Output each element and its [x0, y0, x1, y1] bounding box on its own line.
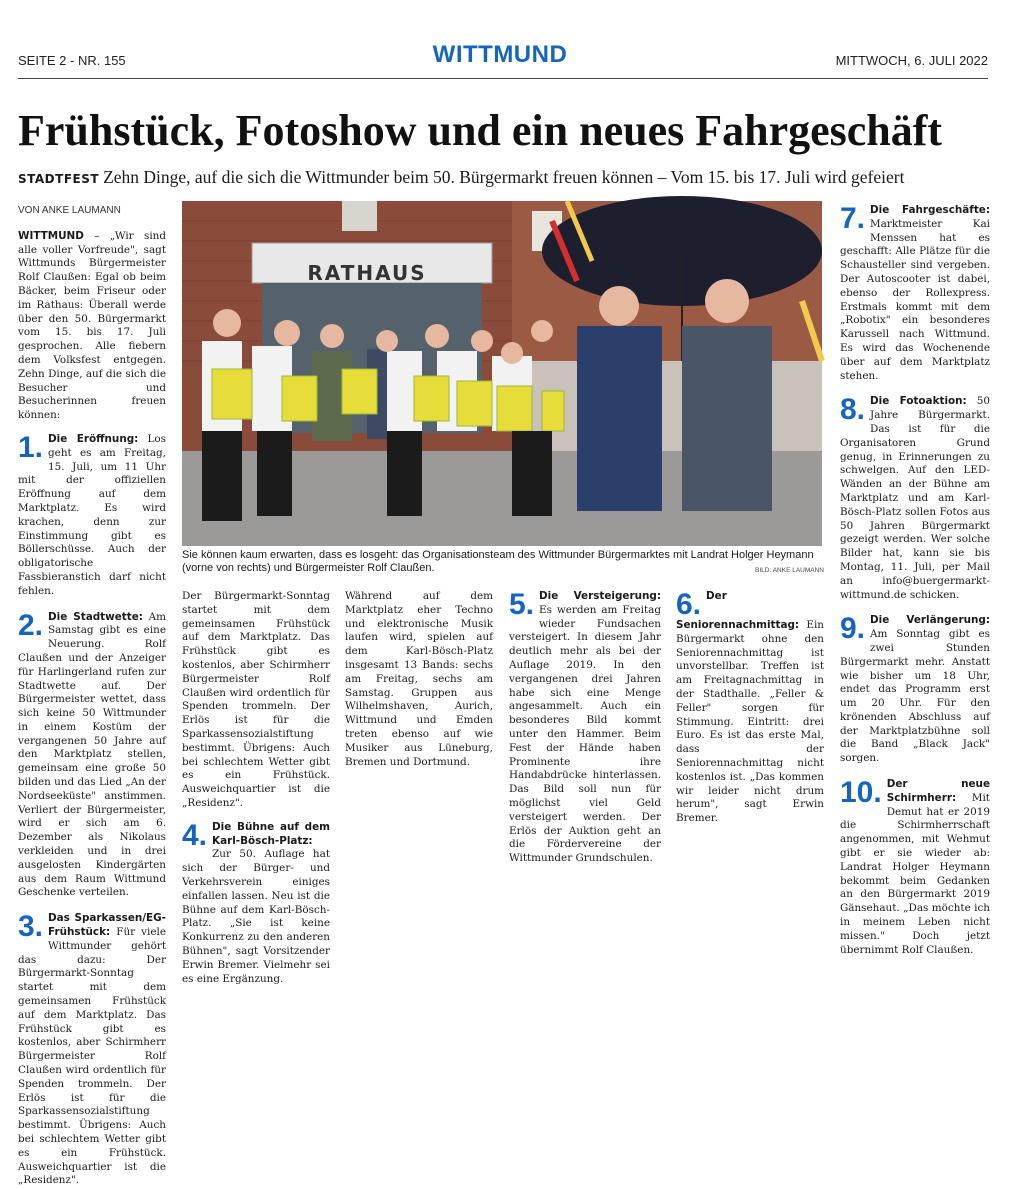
- subheadline: [18, 166, 998, 190]
- column-4: [509, 588, 661, 865]
- column-1: [18, 204, 166, 1187]
- item-4: 4. Die Bühne auf dem Karl-Bösch-Platz: Zur 50. Auflage hat sich der Bürger- und Verkehrsverein einiges einfallen lassen. Neu ist die Bühne auf dem Karl-Bösch-Platz. „Sie ist keine Konkurrenz zu den anderen Bühnen", sagt Vorsitzender Erwin Bremer. Vielmehr sei es eine Ergänzung.: [182, 818, 330, 985]
- masthead-rule: [18, 78, 988, 79]
- headline: Frühstück, Fotoshow und ein neues Fahrgeschäft: [18, 106, 943, 155]
- item-1: 1. Die Eröffnung: Los geht es am Freitag, 15. Juli, um 11 Uhr mit der offiziellen Eröffnung auf dem Marktplatz. Es wird krachen, denn zur Einstimmung gibt es Böllerschüsse. Auch der obligatorische Fassbieranstich darf nicht fehlen.: [18, 430, 166, 597]
- intro-paragraph: WITTMUND – „Wir sind alle voller Vorfreude", sagt Wittmunds Bürgermeister Rolf Claußen: Egal ob beim Bäcker, beim Friseur oder im Rathaus: Überall werde über den 50. Bürgermarkt vom 15. bis 17. Juli gesprochen. Alle fiebern dem Volksfest entgegen. Zehn Dinge, auf die sich die Besucher und Besucherinnen freuen können:: [18, 229, 166, 422]
- item-10: 10. Der neue Schirmherr: Mit Demut hat er 2019 die Schirmherrschaft angenommen, mit Wehmut gibt er sie wieder ab: Landrat Holger Heymann bekommt beim Gedanken an den Bürgermarkt 2019 Gänsehaut. „Das möchte ich in meinem Leben nicht missen." Doch jetzt übernimmt Rolf Claußen.: [840, 776, 990, 956]
- issue-number: SEITE 2 - NR. 155: [18, 53, 126, 68]
- item-2: 2. Die Stadtwette: Am Samstag gibt es eine Neuerung. Rolf Claußen und der Anzeiger für Harlingerland rufen zur Stadtwette auf. Der Bürgermeister wettet, dass sich keine 50 Wittmunder in einem Kostüm der vergangenen 50 Jahre auf den Marktplatz stellen, gemeinsam eine große 50 bilden und das Lied „An der Nordseeküste" anstimmen. Verliert der Bürgermeister, wird er sich am 6. Dezember als Nikolaus verkleiden und in drei ausgelosten Kindergärten aus dem Raum Wittmund Geschenke verteilen.: [18, 608, 166, 899]
- kicker-tag: STADTFEST: [18, 172, 100, 186]
- column-2: [182, 590, 330, 985]
- issue-date: MITTWOCH, 6. JULI 2022: [835, 53, 988, 68]
- column-5: [676, 588, 824, 825]
- item-4-continued: Während auf dem Marktplatz eher Techno und elektronische Musik laufen wird, spielen auf dem Karl-Bösch-Platz insgesamt 13 Bands: sechs am Freitag, sechs am Samstag. Gruppen aus Wilhelmshaven, Aurich, Wittmund und Emden treten ebenso auf wie Musiker aus Lüneburg, Bremen und Dortmund.: [345, 590, 493, 768]
- item-5: 5. Die Versteigerung: Es werden am Freitag wieder Fundsachen versteigert. In diesem Jahr deutlich mehr als bei der Auflage 2019. In den vergangenen drei Jahren habe sich eine Menge angesammelt. Auch ein besonderes Bild kommt unter den Hammer. Beim Fest der Hände haben Prominente ihre Handabdrücke hinterlassen. Das Bild soll nun für möglichst viel Geld versteigert werden. Der Erlös der Auktion geht an die Fördervereine der Wittmunder Grundschulen.: [509, 588, 661, 865]
- item-9: 9. Die Verlängerung: Am Sonntag gibt es zwei Stunden Bürgermarkt mehr. Anstatt wie bisher um 18 Uhr, endet das Programm erst um 20 Uhr. Für den krönenden Abschluss auf der Marktplatzbühne soll die Band „Black Jack" sorgen.: [840, 612, 990, 765]
- rathaus-sign: RATHAUS: [307, 261, 427, 285]
- byline: VON ANKE LAUMANN: [18, 205, 121, 216]
- item-8: 8. Die Fotoaktion: 50 Jahre Bürgermarkt. Das ist für die Organisatoren Grund genug, in Erinnerungen zu schwelgen. Auf den LED-Wänden an der Bühne am Marktplatz und am Karl-Bösch-Platz sollen Fotos aus 50 Jahren Bürgermarkt gezeigt werden. Wer solche Bilder hat, kann sie bis Montag, 11. Juli, per Mail an info@buergermarkt-wittmund.de schicken.: [840, 393, 990, 601]
- photo-illustration: [182, 201, 822, 546]
- subheadline-text: Zehn Dinge, auf die sich die Wittmunder beim 50. Bürgermarkt freuen können – Vom 15. bis 17. Juli wird gefeiert: [103, 167, 905, 187]
- photo-credit: BILD: ANKE LAUMANN: [755, 567, 824, 574]
- dateline: WITTMUND: [18, 229, 84, 242]
- section-title: WITTMUND: [432, 41, 568, 68]
- photo-caption: Sie können kaum erwarten, dass es losgeht: das Organisationsteam des Wittmunder Bürgermarktes mit Landrat Holger Heymann (vorne von rechts) und Bürgermeister Rolf Claußen.: [182, 549, 814, 574]
- column-6: [840, 202, 990, 956]
- item-6: 6. Der Seniorennachmittag: Ein Bürgermarkt ohne den Seniorennachmittag ist unvorstellbar. Treffen ist am Freitagnachmittag in der Stadthalle. „Feller & Feller" sorgen für Stimmung. Eintritt: drei Euro. Es ist das erste Mal, dass der Seniorennachmittag nicht kostenlos ist. „Das kommen wir leider nicht drum herum", sagt Erwin Bremer.: [676, 588, 824, 825]
- column-3: [345, 590, 493, 815]
- item-7: 7. Die Fahrgeschäfte: Marktmeister Kai Menssen hat es geschafft: Alle Plätze für die Schausteller sind vergeben. Der Autoscooter ist dabei, ebenso der Rollexpress. Erstmals kommt mit dem „Robotix" ein besonderes Karussell nach Wittmund. Es wird das Wochenende über auf dem Marktplatz stehen.: [840, 202, 990, 382]
- item-3-continued: Der Bürgermarkt-Sonntag startet mit dem gemeinsamen Frühstück auf dem Marktplatz. Das Frühstück gibt es kostenlos, aber Schirmherr Bürgermeister Rolf Claußen wird ordentlich für Spenden trommeln. Der Erlös ist für die Sparkassensozialstiftung bestimmt. Übrigens: Auch bei schlechtem Wetter gibt es ein Frühstück. Ausweichquartier ist die „Residenz".: [182, 590, 330, 809]
- item-3: 3. Das Sparkassen/EG-Frühstück: Für viele Wittmunder gehört das dazu: Der Bürgermarkt-Sonntag startet mit dem gemeinsamen Frühstück auf dem Marktplatz. Das Frühstück gibt es kostenlos, aber Schirmherr Bürgermeister Rolf Claußen wird ordentlich für Spenden trommeln. Der Erlös ist für die Sparkassensozialstiftung bestimmt. Übrigens: Auch bei schlechtem Wetter gibt es ein Frühstück. Ausweichquartier ist die „Residenz".: [18, 910, 166, 1187]
- photo: [182, 201, 822, 546]
